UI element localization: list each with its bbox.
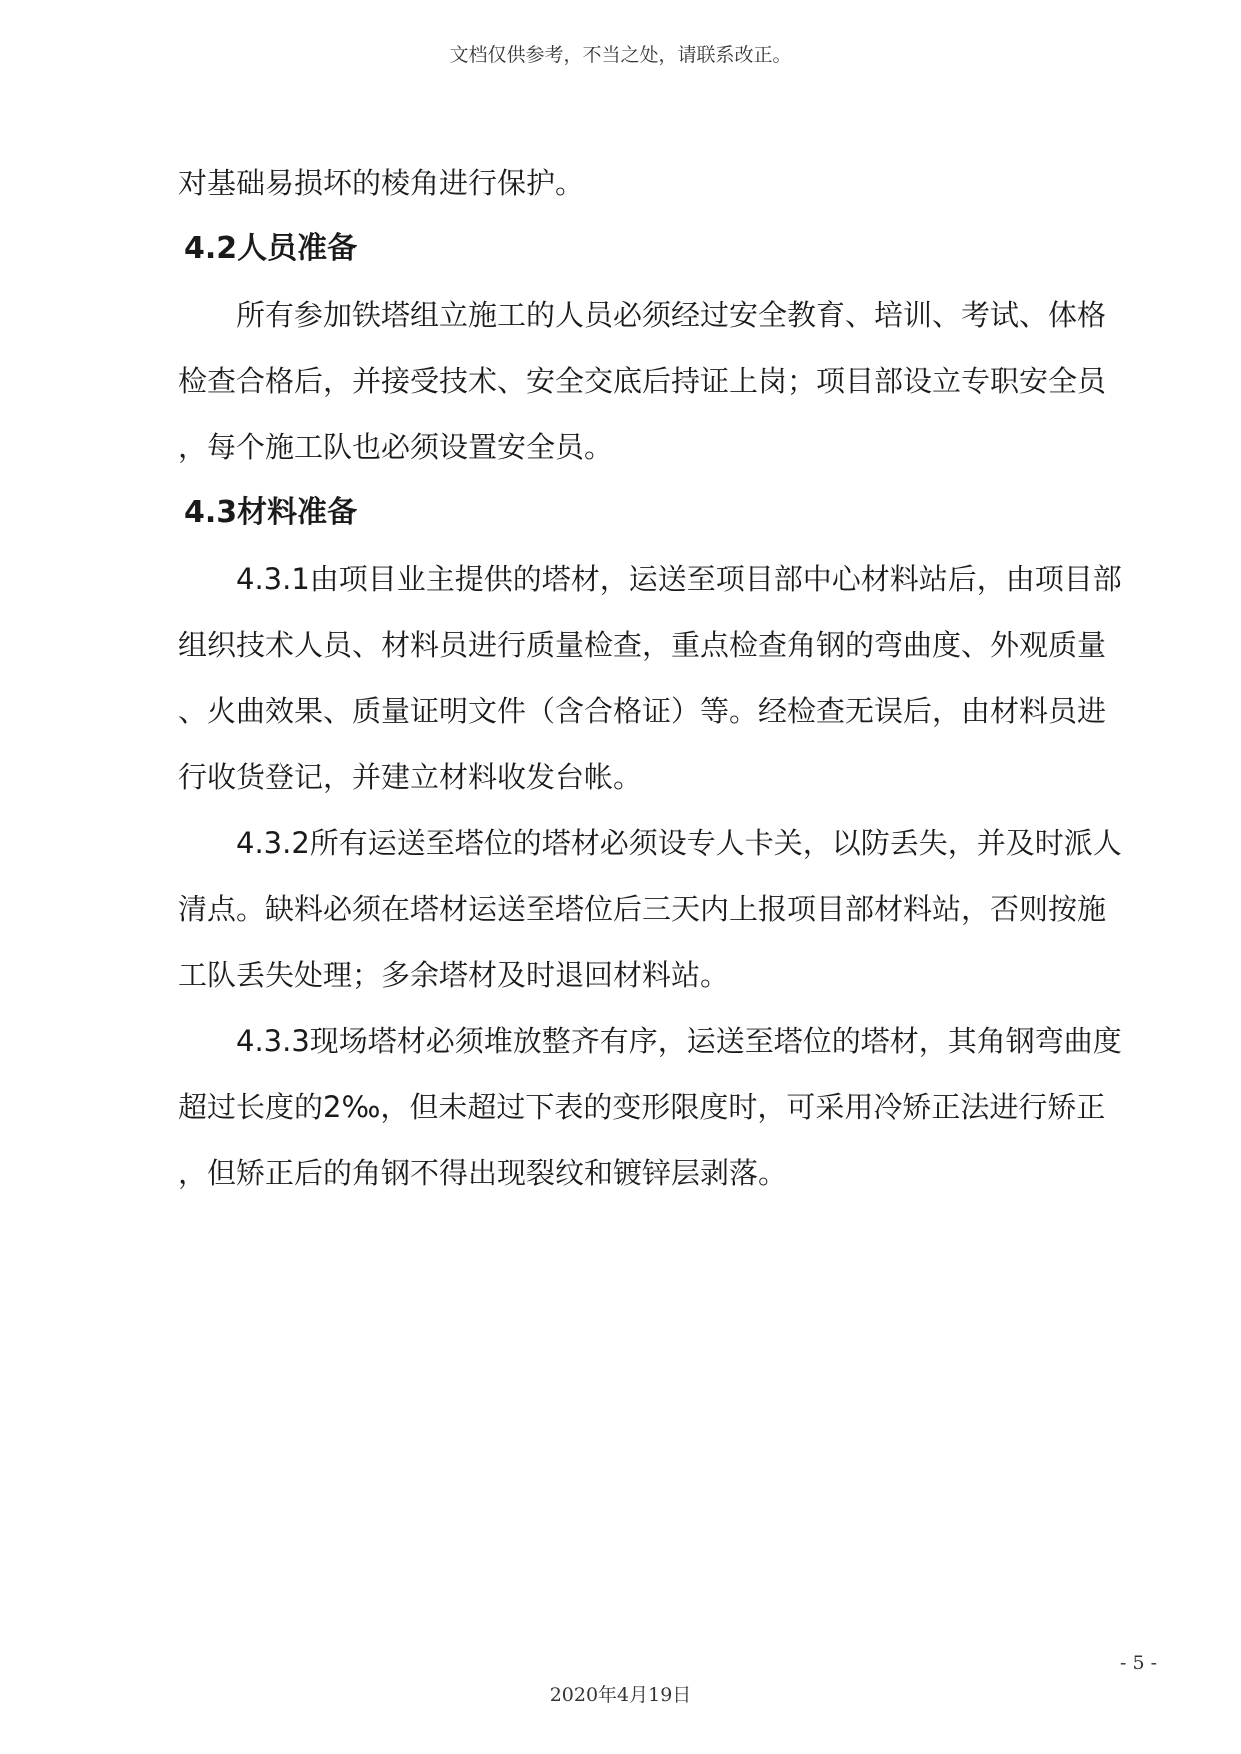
page-number: - 5 - bbox=[1120, 1652, 1158, 1674]
footer-date: 2020年4月19日 bbox=[549, 1684, 692, 1706]
paragraph-line: 、火曲效果、质量证明文件（含合格证）等。经检查无误后，由材料员进 bbox=[178, 694, 1107, 728]
paragraph-line: 超过长度的2‰，但未超过下表的变形限度时，可采用冷矫正法进行矫正 bbox=[178, 1090, 1106, 1124]
paragraph-line: 4.3.2所有运送至塔位的塔材必须设专人卡关，以防丢失，并及时派人 bbox=[236, 826, 1122, 860]
paragraph-line: ，每个施工队也必须设置安全员。 bbox=[178, 430, 614, 464]
paragraph-line: 组织技术人员、材料员进行质量检查，重点检查角钢的弯曲度、外观质量 bbox=[178, 628, 1107, 662]
paragraph-line: 检查合格后，并接受技术、安全交底后持证上岗；项目部设立专职安全员 bbox=[178, 364, 1107, 398]
paragraph-line: 清点。缺料必须在塔材运送至塔位后三天内上报项目部材料站，否则按施 bbox=[178, 892, 1107, 926]
intro-line: 对基础易损坏的棱角进行保护。 bbox=[178, 166, 585, 200]
document-body bbox=[178, 150, 1148, 1206]
header-note: 文档仅供参考，不当之处，请联系改正。 bbox=[449, 44, 792, 66]
paragraph-line: 4.3.3现场塔材必须堆放整齐有序，运送至塔位的塔材，其角钢弯曲度 bbox=[236, 1024, 1122, 1058]
section-heading-4-2: 4.2人员准备 bbox=[184, 231, 358, 266]
section-heading-4-3: 4.3材料准备 bbox=[184, 495, 358, 530]
paragraph-line: 工队丢失处理；多余塔材及时退回材料站。 bbox=[178, 958, 730, 992]
paragraph-line: 所有参加铁塔组立施工的人员必须经过安全教育、培训、考试、体格 bbox=[236, 298, 1107, 332]
paragraph-line: ，但矫正后的角钢不得出现裂纹和镀锌层剥落。 bbox=[178, 1156, 788, 1190]
paragraph-line: 4.3.1由项目业主提供的塔材，运送至项目部中心材料站后，由项目部 bbox=[236, 562, 1122, 596]
paragraph-line: 行收货登记，并建立材料收发台帐。 bbox=[178, 760, 643, 794]
